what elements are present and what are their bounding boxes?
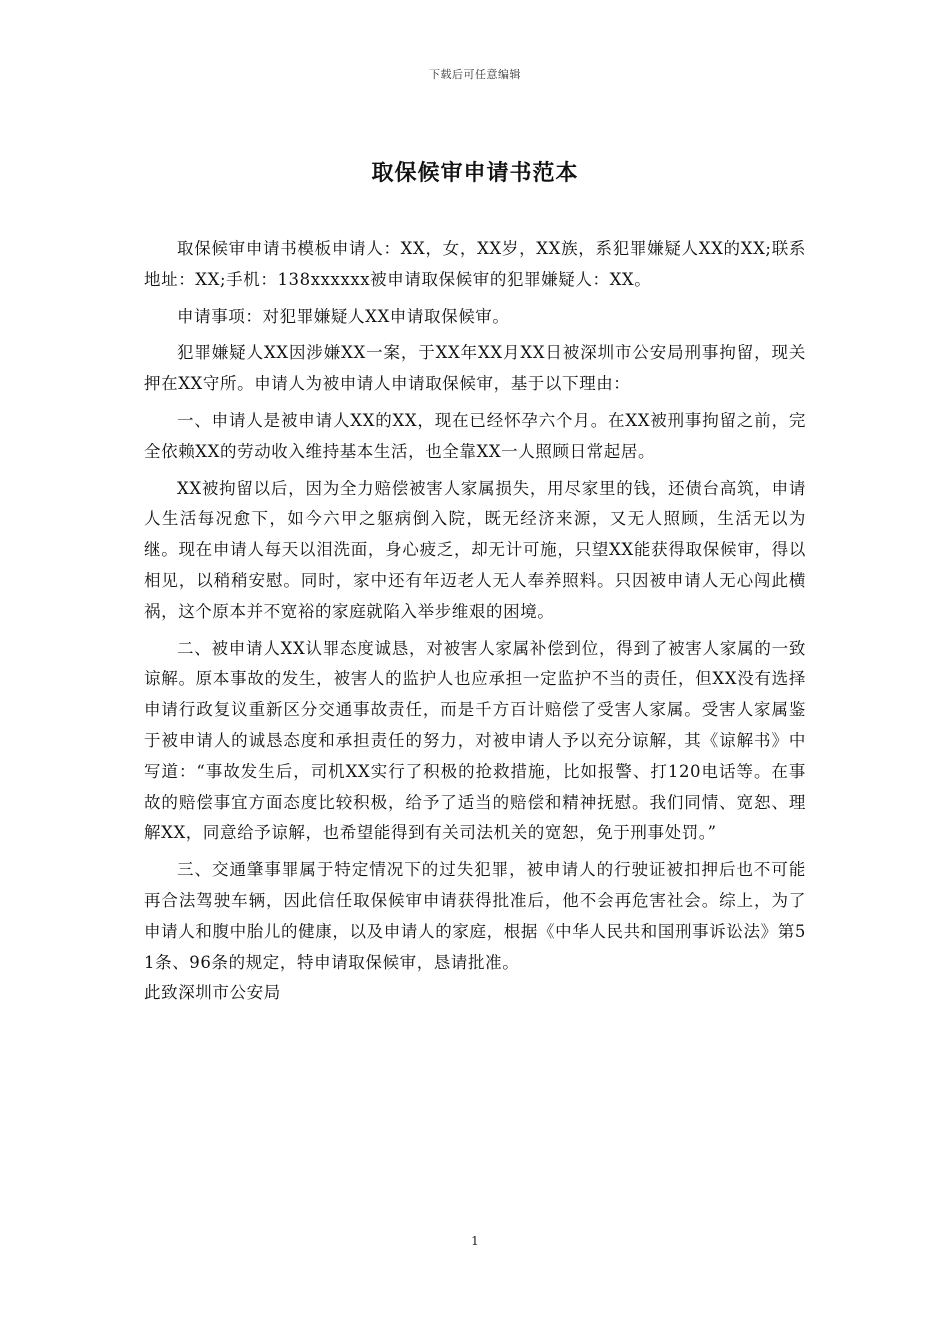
closing-line: 此致深圳市公安局 [144, 983, 281, 1003]
paragraph-case-background: 犯罪嫌疑人XX因涉嫌XX一案，于XX年XX月XX日被深圳市公安局刑事拘留，现关押在XX守所。申请人为被申请人申请取保候审，基于以下理由： [144, 343, 806, 394]
paragraph-reason-one-detail: XX被拘留以后，因为全力赔偿被害人家属损失，用尽家里的钱，还债台高筑，申请人生活每况愈下，如今六甲之躯病倒入院，既无经济来源，又无人照顾，生活无以为继。现在申请人每天以泪洗面，身心疲乏，却无计可施，只望XX能获得取保候审，得以相见，以稍稍安慰。同时，家中还有年迈老人无人奉养照料。只因被申请人无心闯此横祸，这个原本并不宽裕的家庭就陷入举步维艰的困境。 [144, 478, 806, 621]
paragraph-applicant-info: 取保候审申请书模板申请人：XX，女，XX岁，XX族，系犯罪嫌疑人XX的XX;联系地址：XX;手机：138xxxxxx被申请取保候审的犯罪嫌疑人：XX。 [144, 239, 806, 289]
paragraph-reason-two: 二、被申请人XX认罪态度诚恳，对被害人家属补偿到位，得到了被害人家属的一致谅解。原本事故的发生，被害人的监护人也应承担一定监护不当的责任，但XX没有选择申请行政复议重新区分交通事故责任，而是千方百计赔偿了受害人家属。受害人家属鉴于被申请人的诚恳态度和承担责任的努力，对被申请人予以充分谅解，其《谅解书》中写道：“事故发生后，司机XX实行了积极的抢救措施，比如报警、打120电话等。在事故的赔偿事宜方面态度比较积极，给予了适当的赔偿和精神抚慰。我们同情、宽恕、理解XX，同意给予谅解，也希望能得到有关司法机关的宽恕，免于刑事处罚。” [144, 638, 806, 843]
header-note: 下载后可任意编辑 [429, 68, 521, 81]
page-number: 1 [471, 1234, 479, 1248]
paragraph-reason-one: 一、申请人是被申请人XX的XX，现在已经怀孕六个月。在XX被刑事拘留之前，完全依赖XX的劳动收入维持基本生活，也全靠XX一人照顾日常起居。 [144, 410, 806, 461]
paragraph-reason-three: 三、交通肇事罪属于特定情况下的过失犯罪，被申请人的行驶证被扣押后也不可能再合法驾驶车辆，因此信任取保候审申请获得批准后，他不会再危害社会。综上，为了申请人和腹中胎儿的健康，以及申请人的家庭，根据《中华人民共和国刑事诉讼法》第51条、96条的规定，特申请取保候审，恳请批准。 [144, 860, 806, 972]
document-body [144, 234, 806, 1015]
document-title: 取保候审申请书范本 [371, 160, 579, 186]
paragraph-application-matter: 申请事项：对犯罪嫌疑人XX申请取保候审。 [177, 306, 510, 326]
